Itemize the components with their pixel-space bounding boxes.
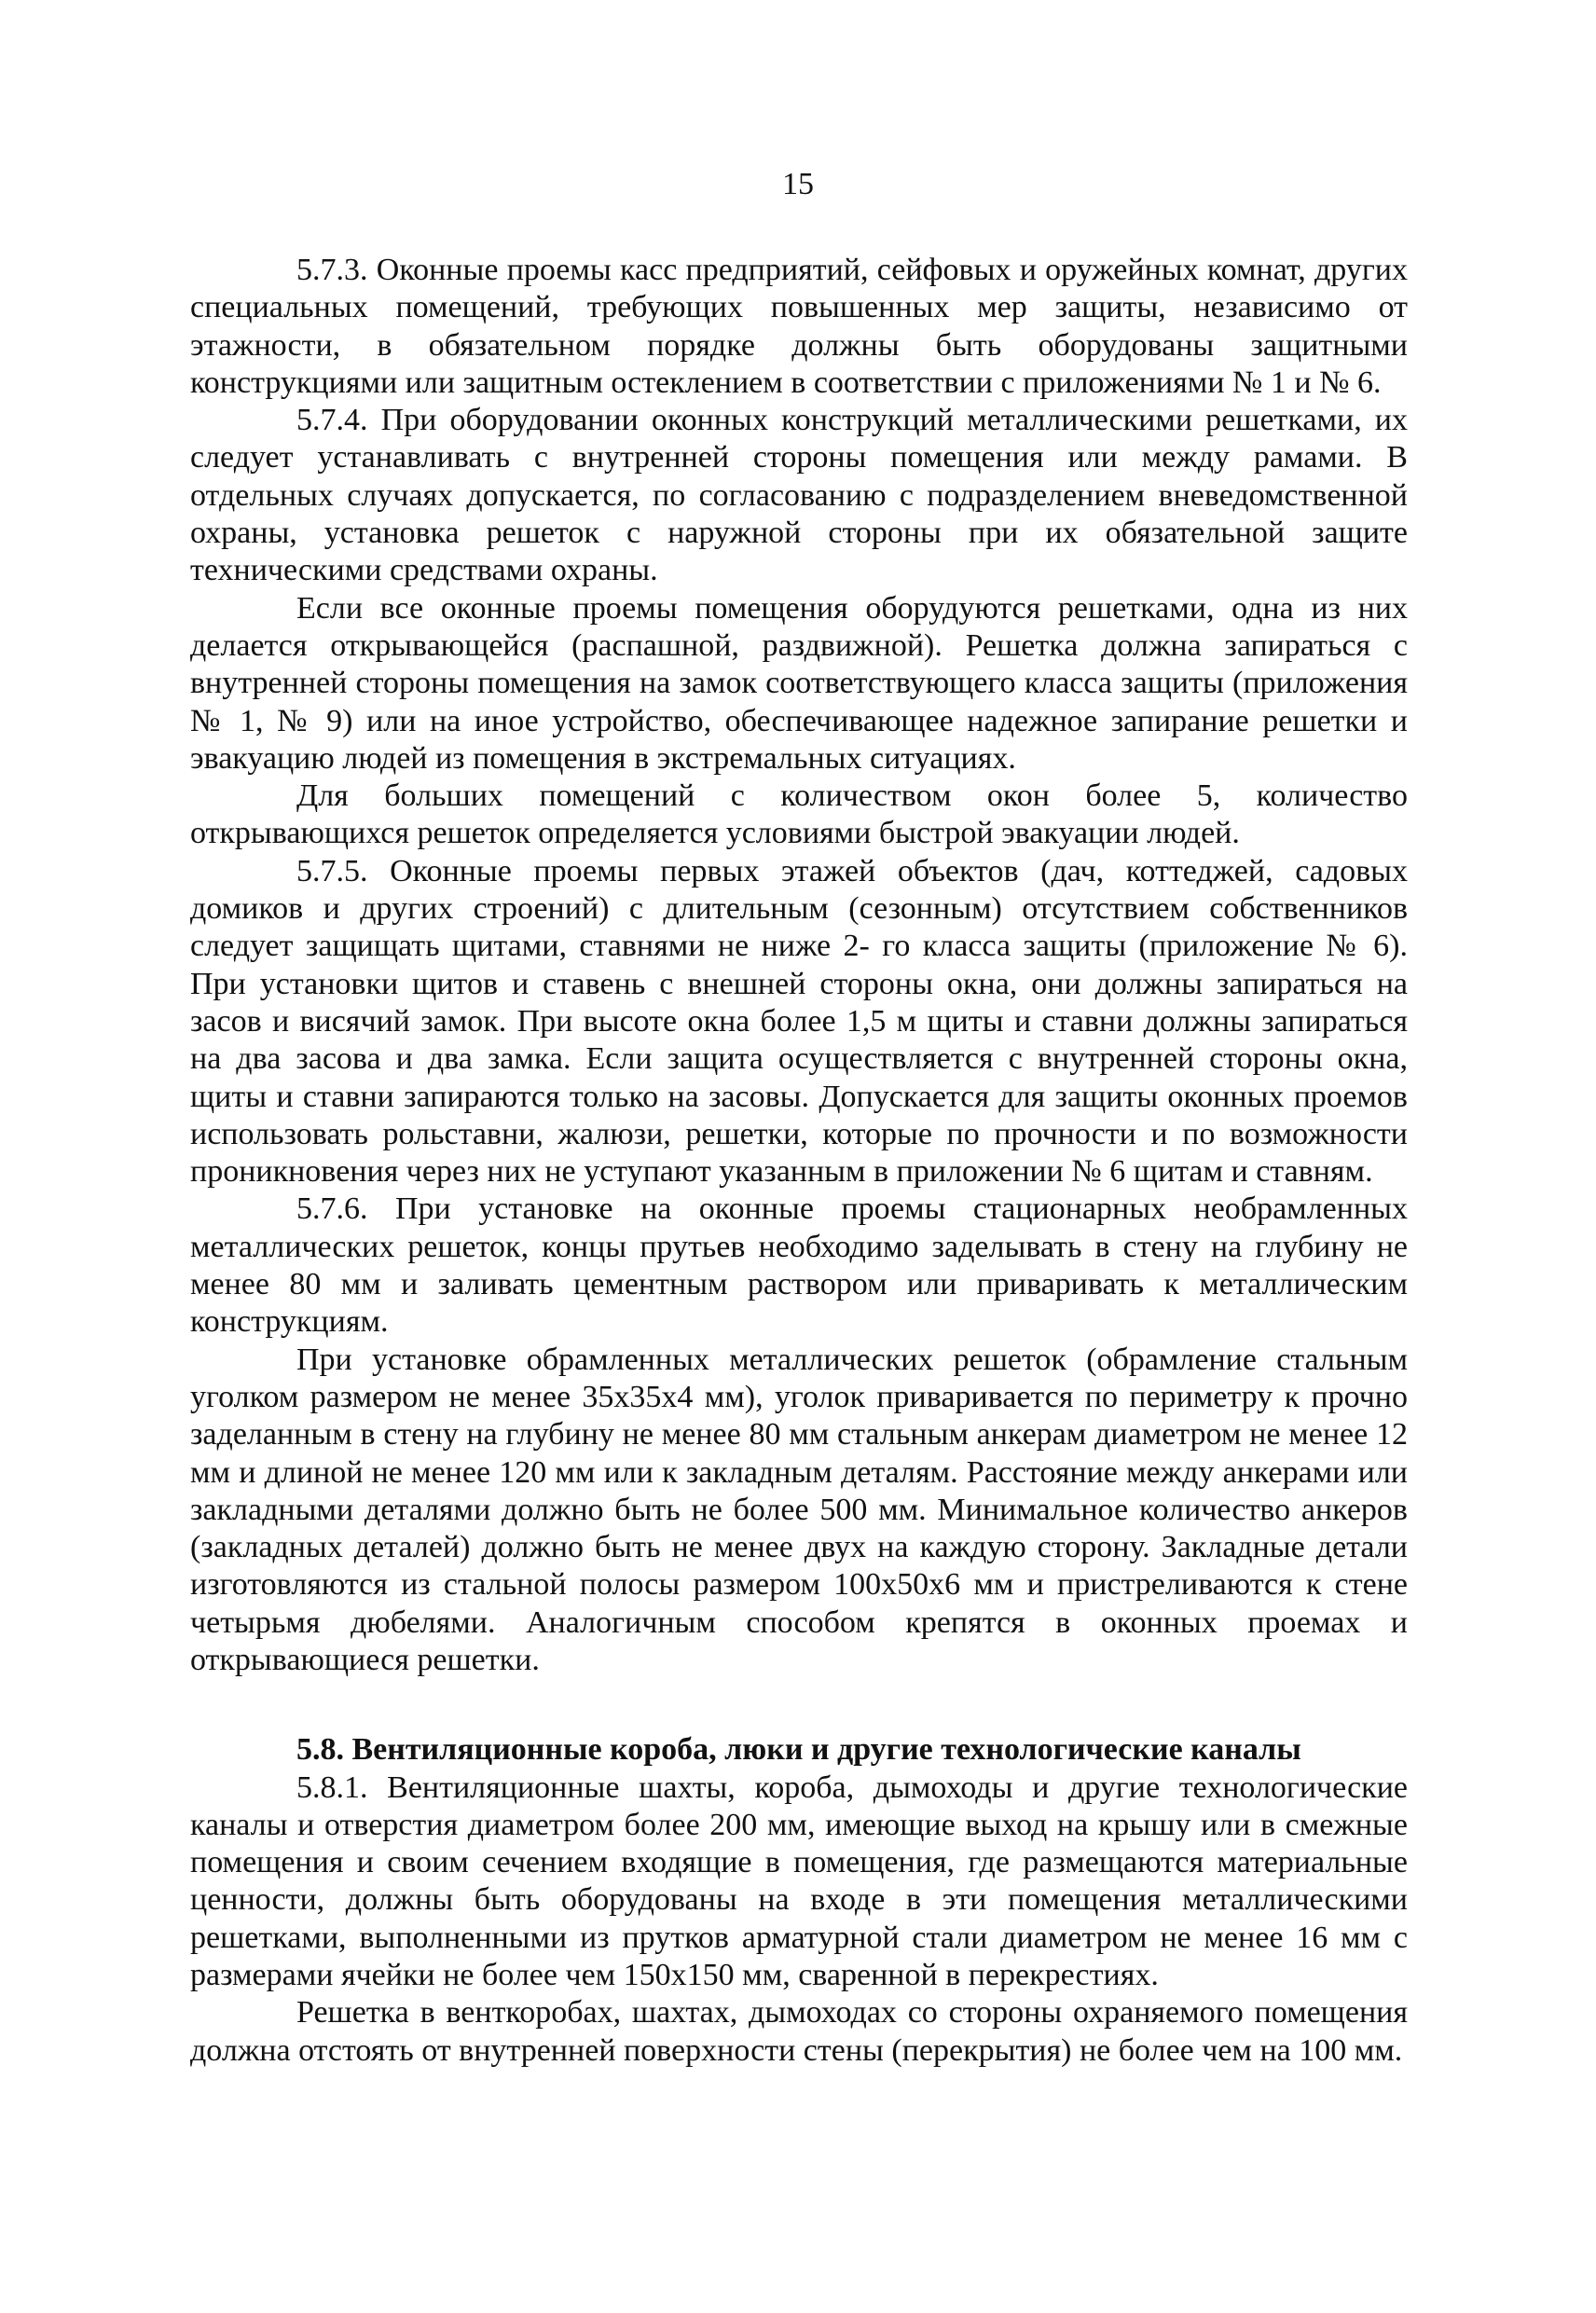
paragraph-5-7-4-large-rooms: Для больших помещений с количеством окон более 5, количество открывающихся решеток определяется условиями быстрой эвакуации людей. xyxy=(190,778,1408,851)
section-heading-5-8: 5.8. Вентиляционные короба, люки и другие технологические каналы xyxy=(296,1732,1301,1768)
page-number: 15 xyxy=(782,167,814,201)
paragraph-5-8-1-grating: Решетка в венткоробах, шахтах, дымоходах со стороны охраняемого помещения должна отстоять от внутренней поверхности стены (перекрытия) не более чем на 100 мм. xyxy=(190,1995,1408,2068)
paragraph-5-8-1: 5.8.1. Вентиляционные шахты, короба, дымоходы и другие технологические каналы и отверстия диаметром более 200 мм, имеющие выход на крышу или в смежные помещения и своим сечением входящие в помещения, где размещаются материальные ценности, должны быть оборудованы на входе в эти помещения металлическими решетками, выполненными из прутков арматурной стали диаметром не менее 16 мм с размерами ячейки не более чем 150х150 мм, сваренной в перекрестиях. xyxy=(190,1769,1408,1993)
paragraph-5-7-5: 5.7.5. Оконные проемы первых этажей объектов (дач, коттеджей, садовых домиков и других строений) с длительным (сезонным) отсутствием собственников следует защищать щитами, ставнями не ниже 2- го класса защиты (приложение № 6). При установки щитов и ставень с внешней стороны окна, они должны запираться на засов и висячий замок. При высоте окна более 1,5 м щиты и ставни должны запираться на два засова и два замка. Если защита осуществляется с внутренней стороны окна, щиты и ставни запираются только на засовы. Допускается для защиты оконных проемов использовать рольставни, жалюзи, решетки, которые по прочности и по возможности проникновения через них не уступают указанным в приложении № 6 щитам и ставням. xyxy=(190,853,1408,1190)
paragraph-5-7-3: 5.7.3. Оконные проемы касс предприятий, сейфовых и оружейных комнат, других специальных помещений, требующих повышенных мер защиты, независимо от этажности, в обязательном порядке должны быть оборудованы защитными конструкциями или защитным остеклением в соответствии с приложениями № 1 и № 6. xyxy=(190,253,1408,400)
paragraph-5-7-4: 5.7.4. При оборудовании оконных конструкций металлическими решетками, их следует устанавливать с внутренней стороны помещения или между рамами. В отдельных случаях допускается, по согласованию с подразделением вневедомственной охраны, установка решеток с наружной стороны при их обязательной защите техническими средствами охраны. xyxy=(190,403,1408,588)
paragraph-5-7-4-openable: Если все оконные проемы помещения оборудуются решетками, одна из них делается открывающейся (распашной, раздвижной). Решетка должна запираться с внутренней стороны помещения на замок соответствующего класса защиты (приложения № 1, № 9) или на иное устройство, обеспечивающее надежное запирание решетки и эвакуацию людей из помещения в экстремальных ситуациях. xyxy=(190,590,1408,776)
paragraph-5-7-6-framed: При установке обрамленных металлических решеток (обрамление стальным уголком размером не менее 35х35х4 мм), уголок приваривается по периметру к прочно заделанным в стену на глубину не менее 80 мм стальным анкерам диаметром не менее 12 мм и длиной не менее 120 мм или к закладным деталям. Расстояние между анкерами или закладными деталями должно быть не более 500 мм. Минимальное количество анкеров (закладных деталей) должно быть не менее двух на каждую сторону. Закладные детали изготовляются из стальной полосы размером 100х50х6 мм и пристреливаются к стене четырьмя дюбелями. Аналогичным способом крепятся в оконных проемах и открывающиеся решетки. xyxy=(190,1342,1408,1677)
paragraph-5-7-6: 5.7.6. При установке на оконные проемы стационарных необрамленных металлических решеток, концы прутьев необходимо заделывать в стену на глубину не менее 80 мм и заливать цементным раствором или приваривать к металлическим конструкциям. xyxy=(190,1191,1408,1340)
document-body xyxy=(190,252,1408,2070)
